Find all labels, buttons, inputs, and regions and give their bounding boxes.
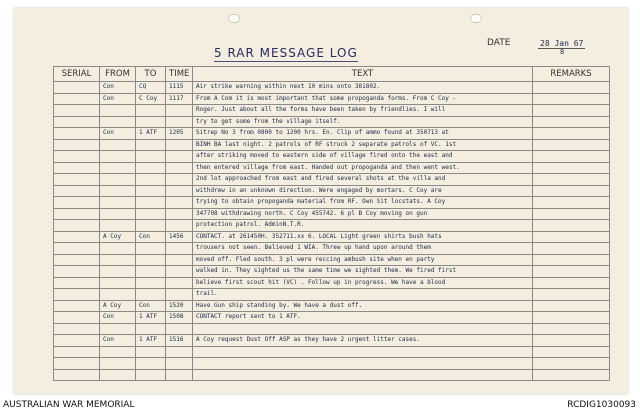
- cell-time: 1456: [166, 231, 193, 243]
- cell-remarks: [533, 174, 610, 186]
- date-label: DATE: [487, 38, 511, 48]
- cell-remarks: [533, 323, 610, 335]
- cell-from: [100, 139, 136, 151]
- table-row: [54, 300, 610, 312]
- cell-text: CONTACT report sent to 1 ATF.: [193, 312, 533, 324]
- cell-serial: [54, 82, 100, 94]
- cell-to: [136, 174, 166, 186]
- table-row: [54, 335, 610, 347]
- cell-text: then entered village from east. Handed out propoganda and then went west.: [193, 162, 533, 174]
- table-row: [54, 93, 610, 105]
- cell-serial: [54, 197, 100, 209]
- date-value-correction: 8: [560, 48, 565, 56]
- cell-to: [136, 185, 166, 197]
- cell-to: [136, 105, 166, 117]
- cell-to: C Coy: [136, 93, 166, 105]
- cell-text: after striking moved to eastern side of village fired onto the east and: [193, 151, 533, 163]
- table-row: [54, 231, 610, 243]
- cell-text: Roger. Just about all the forms have been taken by friendlies. I will: [193, 105, 533, 117]
- cell-to: 1 ATF: [136, 312, 166, 324]
- cell-to: [136, 346, 166, 358]
- cell-time: [166, 277, 193, 289]
- column-header-serial: SERIAL: [54, 67, 100, 82]
- table-row: [54, 277, 610, 289]
- cell-remarks: [533, 82, 610, 94]
- cell-remarks: [533, 197, 610, 209]
- table-header-row: [54, 67, 610, 82]
- cell-serial: [54, 128, 100, 140]
- archive-footer: [0, 398, 640, 413]
- cell-from: [100, 151, 136, 163]
- cell-serial: [54, 174, 100, 186]
- cell-serial: [54, 369, 100, 381]
- table-row: [54, 197, 610, 209]
- cell-time: 1115: [166, 82, 193, 94]
- table-row: [54, 116, 610, 128]
- cell-remarks: [533, 312, 610, 324]
- cell-text: withdrew in an unknown direction. Were engaged by mortars. C Coy are: [193, 185, 533, 197]
- cell-from: [100, 208, 136, 220]
- cell-to: 1 ATF: [136, 335, 166, 347]
- cell-to: [136, 116, 166, 128]
- cell-from: Con: [100, 93, 136, 105]
- cell-time: [166, 105, 193, 117]
- cell-to: Con: [136, 231, 166, 243]
- table-row: [54, 105, 610, 117]
- cell-to: [136, 162, 166, 174]
- table-row: [54, 139, 610, 151]
- cell-text: protection patrol. AdminN.T.R.: [193, 220, 533, 232]
- cell-time: 1205: [166, 128, 193, 140]
- cell-time: [166, 220, 193, 232]
- cell-serial: [54, 185, 100, 197]
- page-title: 5 RAR MESSAGE LOG: [214, 46, 358, 60]
- cell-remarks: [533, 243, 610, 255]
- cell-time: [166, 254, 193, 266]
- cell-from: [100, 174, 136, 186]
- punch-hole: [470, 14, 482, 23]
- cell-time: [166, 139, 193, 151]
- cell-from: [100, 289, 136, 301]
- cell-from: Con: [100, 335, 136, 347]
- cell-serial: [54, 358, 100, 370]
- table-row: [54, 358, 610, 370]
- cell-from: [100, 197, 136, 209]
- cell-text: walked in. They sighted us the same time we sighted them. We fired first: [193, 266, 533, 278]
- cell-text: Have Gun ship standing by. We have a dust off.: [193, 300, 533, 312]
- cell-text: CONTACT. at 261450H. 352711.xx 6. LOCAL Light green shirts bush hats: [193, 231, 533, 243]
- cell-text: try to get some from the village itself.: [193, 116, 533, 128]
- cell-remarks: [533, 185, 610, 197]
- cell-from: [100, 162, 136, 174]
- cell-to: [136, 151, 166, 163]
- table-row: [54, 312, 610, 324]
- cell-from: [100, 323, 136, 335]
- cell-text: From A Com it is most important that some propoganda forms. From C Coy -: [193, 93, 533, 105]
- cell-remarks: [533, 369, 610, 381]
- cell-time: 1117: [166, 93, 193, 105]
- cell-serial: [54, 323, 100, 335]
- cell-time: [166, 369, 193, 381]
- cell-to: [136, 197, 166, 209]
- cell-serial: [54, 346, 100, 358]
- cell-serial: [54, 243, 100, 255]
- archive-name: AUSTRALIAN WAR MEMORIAL: [3, 400, 135, 410]
- cell-to: [136, 220, 166, 232]
- cell-to: [136, 243, 166, 255]
- table-row: [54, 323, 610, 335]
- cell-time: [166, 208, 193, 220]
- cell-remarks: [533, 208, 610, 220]
- cell-time: [166, 358, 193, 370]
- cell-to: [136, 139, 166, 151]
- cell-time: [166, 174, 193, 186]
- cell-remarks: [533, 151, 610, 163]
- cell-time: 1516: [166, 335, 193, 347]
- table-row: [54, 243, 610, 255]
- column-header-remarks: REMARKS: [533, 67, 610, 82]
- cell-from: Con: [100, 128, 136, 140]
- table-row: [54, 185, 610, 197]
- table-row: [54, 346, 610, 358]
- cell-time: [166, 162, 193, 174]
- cell-remarks: [533, 266, 610, 278]
- cell-time: 1520: [166, 300, 193, 312]
- cell-from: [100, 277, 136, 289]
- cell-to: 1 ATF: [136, 128, 166, 140]
- cell-remarks: [533, 162, 610, 174]
- table-row: [54, 266, 610, 278]
- cell-text: trail.: [193, 289, 533, 301]
- column-header-to: TO: [136, 67, 166, 82]
- cell-text: believe first scout hit (VC) . Follow up in progress. We have a blood: [193, 277, 533, 289]
- cell-text: trying to obtain propoganda material from RF. Own Sit locstats. A Coy: [193, 197, 533, 209]
- table-row: [54, 151, 610, 163]
- cell-remarks: [533, 116, 610, 128]
- cell-remarks: [533, 277, 610, 289]
- cell-to: [136, 289, 166, 301]
- cell-time: [166, 323, 193, 335]
- cell-from: [100, 369, 136, 381]
- punch-holes: [14, 14, 628, 24]
- cell-remarks: [533, 105, 610, 117]
- column-header-time: TIME: [166, 67, 193, 82]
- cell-serial: [54, 151, 100, 163]
- cell-from: A Coy: [100, 300, 136, 312]
- cell-text: moved off. Fled south. 3 pl were reccing ambush site when en party: [193, 254, 533, 266]
- cell-from: Con: [100, 312, 136, 324]
- cell-serial: [54, 277, 100, 289]
- table-row: [54, 128, 610, 140]
- cell-from: [100, 243, 136, 255]
- cell-remarks: [533, 128, 610, 140]
- cell-serial: [54, 116, 100, 128]
- cell-text: 2nd lot approached from east and fired several shots at the villa and: [193, 174, 533, 186]
- cell-remarks: [533, 346, 610, 358]
- column-header-from: FROM: [100, 67, 136, 82]
- cell-serial: [54, 208, 100, 220]
- cell-remarks: [533, 231, 610, 243]
- cell-to: [136, 358, 166, 370]
- cell-to: [136, 369, 166, 381]
- table-row: [54, 174, 610, 186]
- cell-from: Con: [100, 82, 136, 94]
- column-header-text: TEXT: [193, 67, 533, 82]
- cell-serial: [54, 105, 100, 117]
- cell-text: A Coy request Dust Off ASP as they have 2 urgent litter cases.: [193, 335, 533, 347]
- cell-text: Air strike warning within next 10 mins onto 381802.: [193, 82, 533, 94]
- cell-remarks: [533, 93, 610, 105]
- cell-to: Con: [136, 300, 166, 312]
- cell-from: [100, 254, 136, 266]
- cell-serial: [54, 266, 100, 278]
- cell-from: [100, 346, 136, 358]
- table-row: [54, 220, 610, 232]
- cell-from: [100, 185, 136, 197]
- cell-serial: [54, 300, 100, 312]
- table-row: [54, 82, 610, 94]
- cell-from: [100, 358, 136, 370]
- cell-text: trousers not seen. Believed 1 WIA. Threw up hand upon around them: [193, 243, 533, 255]
- cell-text: [193, 346, 533, 358]
- cell-remarks: [533, 358, 610, 370]
- cell-serial: [54, 254, 100, 266]
- cell-time: [166, 197, 193, 209]
- cell-to: [136, 208, 166, 220]
- cell-from: [100, 266, 136, 278]
- cell-text: Sitrep No 3 from 0800 to 1200 hrs. En. Clip of ammo found at 350713 at: [193, 128, 533, 140]
- cell-time: [166, 151, 193, 163]
- cell-text: BINH BA last night. 2 patrols of RF struck 2 separate patrols of VC. 1st: [193, 139, 533, 151]
- table-row: [54, 162, 610, 174]
- cell-text: [193, 323, 533, 335]
- cell-time: [166, 185, 193, 197]
- archive-reference: RCDIG1030093: [567, 400, 636, 410]
- cell-time: [166, 266, 193, 278]
- cell-remarks: [533, 289, 610, 301]
- cell-remarks: [533, 254, 610, 266]
- cell-remarks: [533, 335, 610, 347]
- table-row: [54, 289, 610, 301]
- cell-from: A Coy: [100, 231, 136, 243]
- table-row: [54, 208, 610, 220]
- cell-time: [166, 289, 193, 301]
- table-row: [54, 369, 610, 381]
- cell-serial: [54, 335, 100, 347]
- cell-text: 347708 withdrawing north. C Coy 455742. 6 pl B Coy moving on gun: [193, 208, 533, 220]
- table-row: [54, 254, 610, 266]
- cell-from: [100, 105, 136, 117]
- date-value: 28 Jan 67: [540, 39, 584, 48]
- cell-serial: [54, 162, 100, 174]
- cell-serial: [54, 312, 100, 324]
- cell-time: [166, 243, 193, 255]
- message-log-table: [53, 66, 610, 381]
- cell-time: [166, 346, 193, 358]
- cell-to: CQ: [136, 82, 166, 94]
- cell-to: [136, 277, 166, 289]
- cell-serial: [54, 289, 100, 301]
- cell-serial: [54, 220, 100, 232]
- cell-serial: [54, 93, 100, 105]
- cell-text: [193, 369, 533, 381]
- cell-text: [193, 358, 533, 370]
- cell-from: [100, 220, 136, 232]
- cell-remarks: [533, 139, 610, 151]
- cell-serial: [54, 231, 100, 243]
- cell-from: [100, 116, 136, 128]
- cell-serial: [54, 139, 100, 151]
- punch-hole: [228, 14, 240, 23]
- cell-remarks: [533, 220, 610, 232]
- cell-time: 1508: [166, 312, 193, 324]
- cell-time: [166, 116, 193, 128]
- cell-to: [136, 254, 166, 266]
- cell-to: [136, 323, 166, 335]
- cell-to: [136, 266, 166, 278]
- cell-remarks: [533, 300, 610, 312]
